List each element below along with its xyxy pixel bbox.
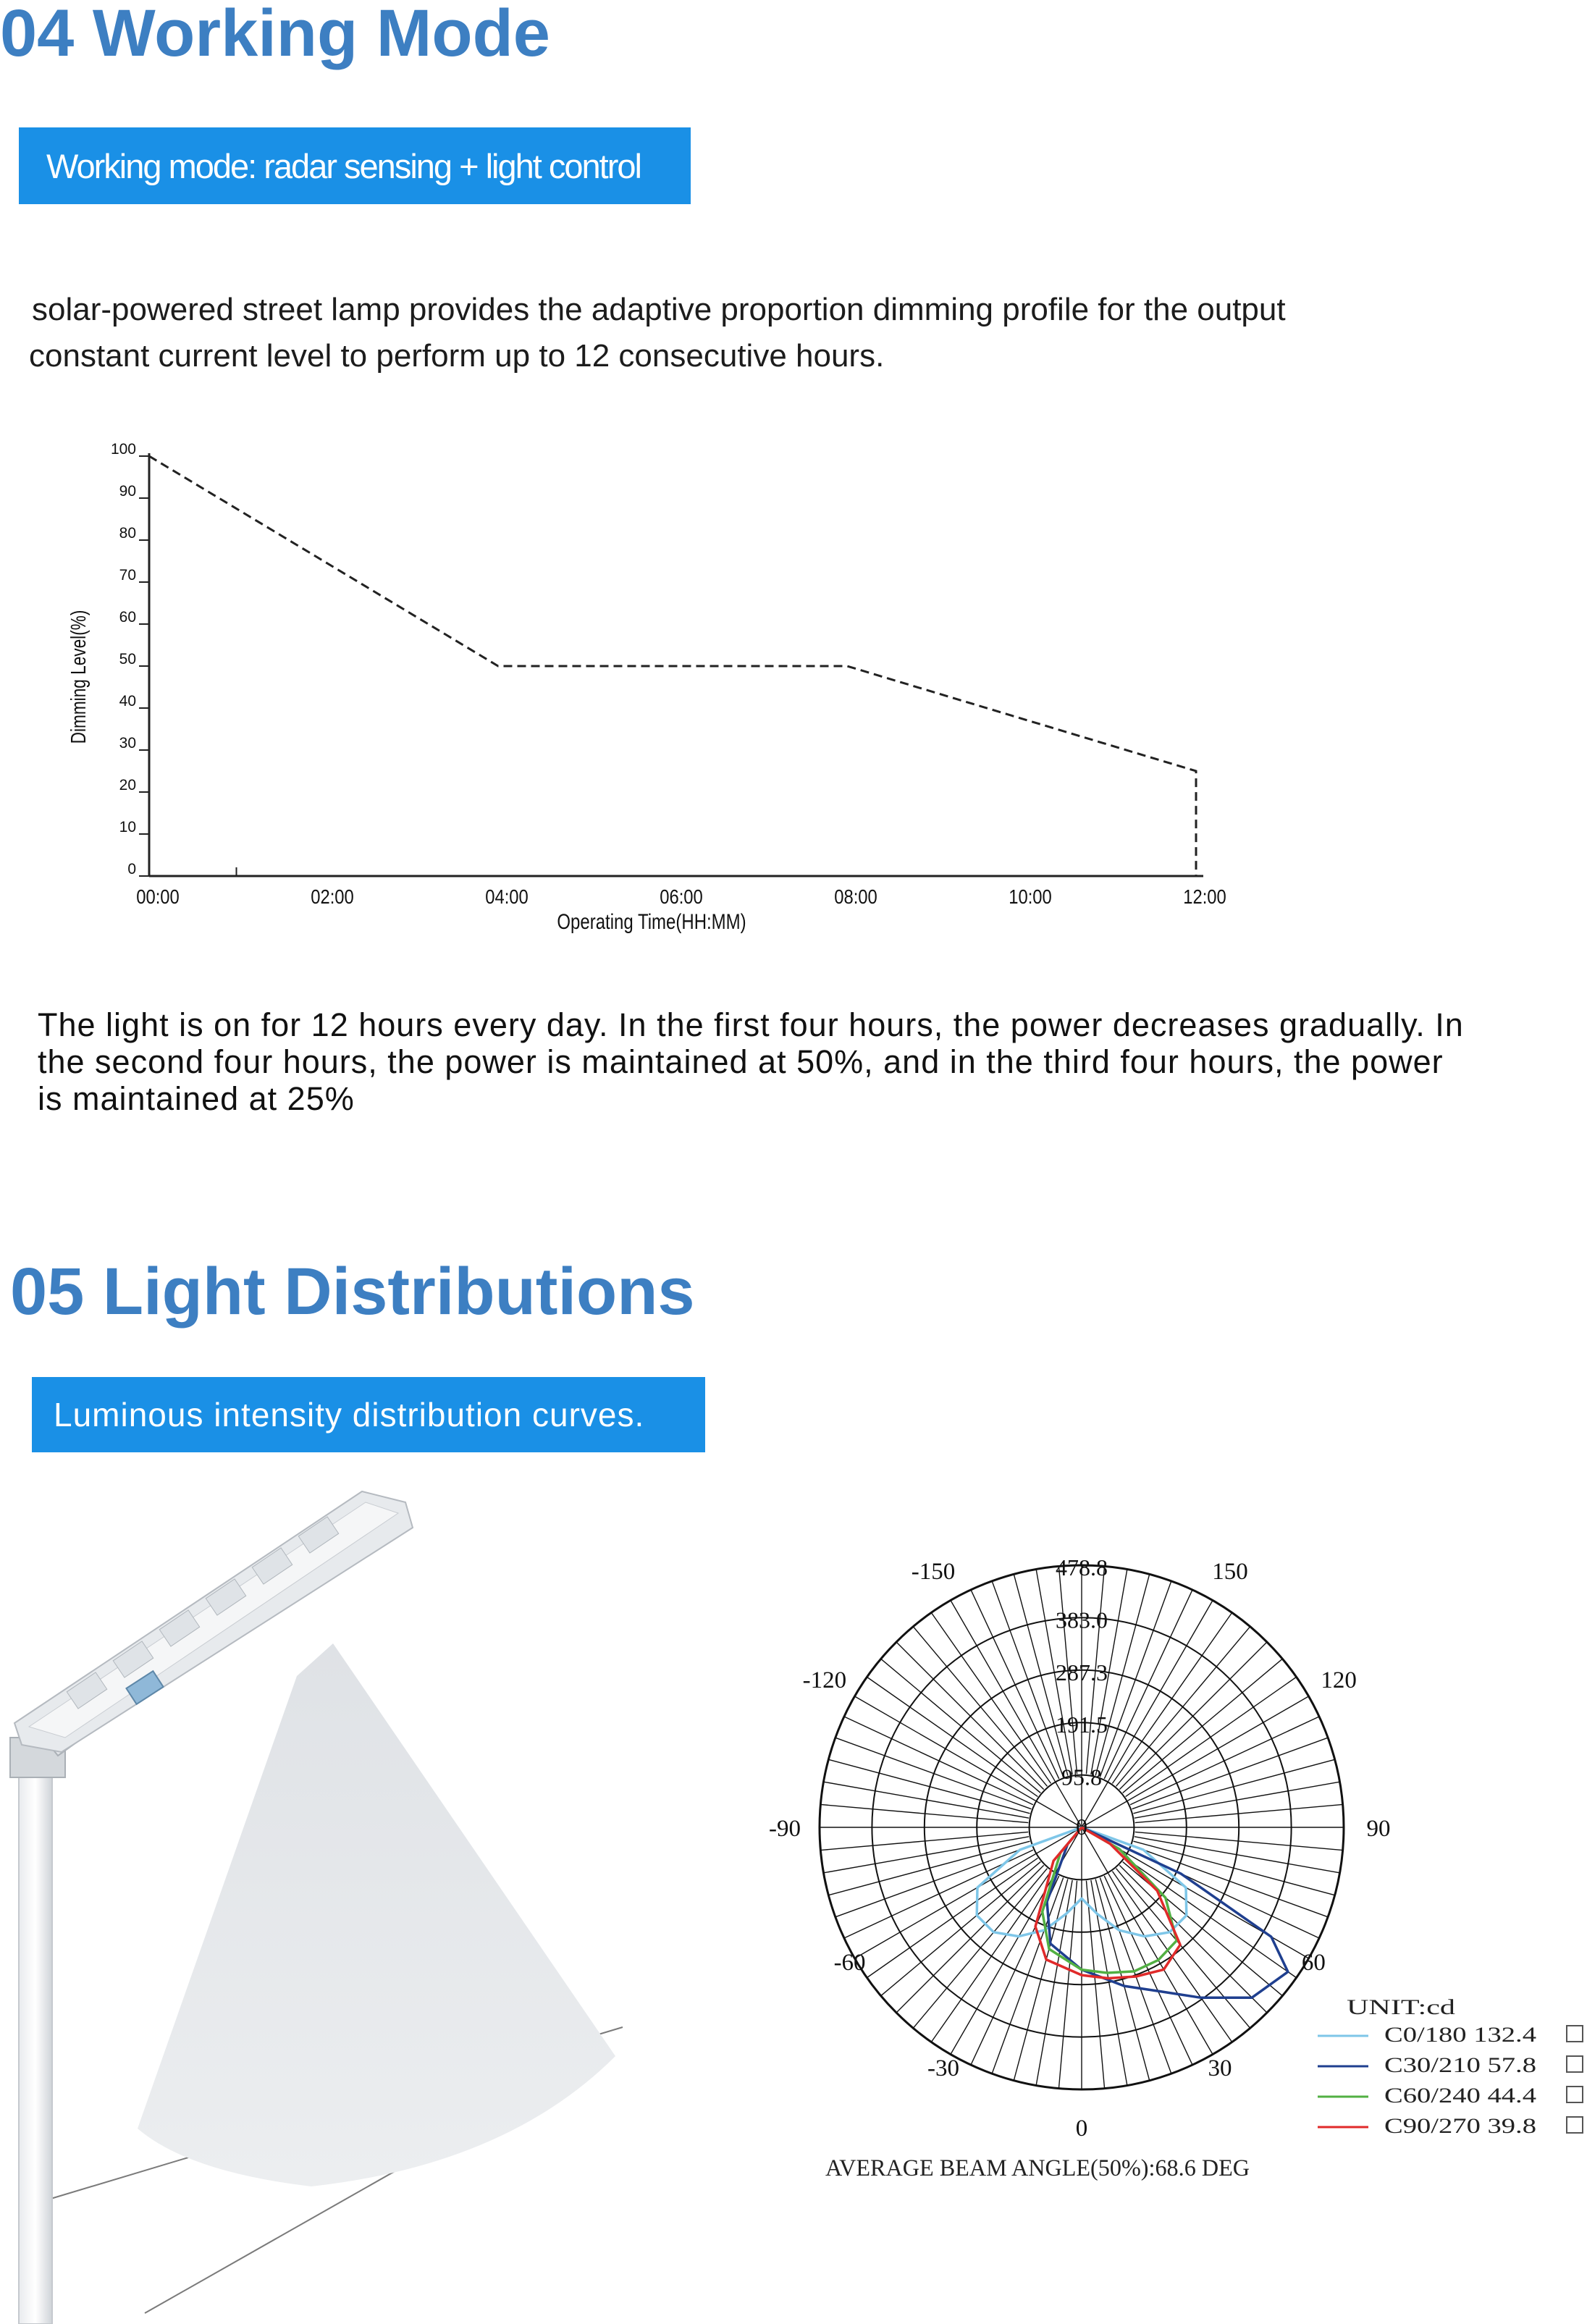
legend-label-4: C90/270 39.8 (1384, 2114, 1536, 2138)
polar-radial-label: 478.8 (1056, 1554, 1108, 1580)
polar-spoke (844, 1717, 1033, 1805)
summary-line-1: The light is on for 12 hours every day. In the first four hours, the power decreases gradually. In (38, 1006, 1464, 1043)
polar-angle-label: 120 (1321, 1667, 1357, 1693)
working-mode-banner (19, 127, 691, 204)
dimming-chart-y-tick-label: 40 (119, 693, 136, 710)
summary-paragraph (38, 1006, 1573, 1117)
polar-spoke (1108, 1600, 1213, 1780)
polar-spoke (1133, 1759, 1334, 1814)
polar-spoke (913, 1627, 1047, 1787)
polar-angle-label: 60 (1301, 1950, 1326, 1976)
polar-spoke (1128, 1854, 1308, 1958)
dimming-chart-x-tick-label: 12:00 (1183, 885, 1226, 909)
polar-spoke (971, 1590, 1059, 1779)
dimming-chart (0, 427, 1274, 948)
polar-spoke-inner (1035, 1801, 1082, 1827)
polar-angle-labels (769, 1559, 1391, 2142)
dimming-chart-y-tick-label: 50 (119, 651, 136, 668)
dimming-chart-y-tick-label: 20 (119, 777, 136, 793)
dimming-chart-x-tick-label: 10:00 (1009, 885, 1052, 909)
section-05-title: 05 Light Distributions (10, 1255, 695, 1329)
polar-spoke (896, 1642, 1044, 1790)
polar-angle-label: -30 (927, 2055, 959, 2081)
polar-spoke (1132, 1845, 1329, 1917)
dimming-chart-y-tick-label: 30 (119, 735, 136, 751)
polar-spoke (1116, 1869, 1250, 2029)
dimming-chart-x-ticks (136, 867, 1226, 908)
legend-label-2: C30/210 57.8 (1384, 2053, 1536, 2077)
polar-radial-label: 191.5 (1056, 1712, 1108, 1738)
polar-spoke (835, 1738, 1032, 1809)
dimming-chart-x-tick-label: 06:00 (660, 885, 703, 909)
polar-spoke (835, 1845, 1032, 1917)
dimming-chart-y-tick-label: 100 (110, 441, 136, 458)
dimming-chart-axes (149, 453, 1203, 876)
polar-angle-label: 30 (1208, 2055, 1232, 2081)
polar-angle-label: -120 (802, 1667, 847, 1693)
dimming-chart-series (149, 456, 1196, 876)
polar-spoke (881, 1862, 1041, 1996)
polar-spoke (1104, 1590, 1192, 1779)
dimming-chart-y-tick-label: 10 (119, 819, 136, 835)
polar-spoke (823, 1782, 1029, 1818)
polar-spoke (1100, 1581, 1171, 1777)
polar-legend (1318, 1995, 1583, 2138)
polar-angle-label: 150 (1212, 1558, 1248, 1585)
polar-curve-4 (1035, 1827, 1180, 1979)
section-04-title: 04 Working Mode (0, 0, 550, 70)
polar-spoke (1119, 1865, 1267, 2013)
dimming-chart-y-tick-label: 0 (127, 861, 136, 877)
description-paragraph (29, 287, 1552, 379)
legend-label-1: C0/180 132.4 (1384, 2023, 1536, 2047)
working-mode-banner-text: Working mode: radar sensing + light control (46, 146, 641, 185)
polar-radial-label: 383.0 (1056, 1607, 1108, 1633)
polar-spoke (992, 1581, 1064, 1777)
dimming-chart-y-tick-label: 80 (119, 525, 136, 542)
polar-spoke (881, 1659, 1041, 1793)
polar-spoke (854, 1854, 1035, 1958)
polar-spoke (1135, 1782, 1340, 1818)
polar-spoke-inner (1082, 1801, 1128, 1827)
polar-radial-label: 287.3 (1056, 1659, 1108, 1685)
dimming-series-line-1 (149, 456, 1196, 876)
dimming-chart-x-axis-label: Operating Time(HH:MM) (557, 909, 746, 934)
light-beam (138, 1643, 615, 2186)
legend-unit-label: UNIT:cd (1347, 1995, 1455, 2019)
polar-spoke (828, 1759, 1030, 1814)
polar-spoke (992, 1878, 1064, 2074)
polar-angle-label: 90 (1366, 1816, 1391, 1842)
dimming-chart-y-axis-label: Dimming Level(%) (66, 610, 90, 744)
dimming-chart-y-tick-label: 60 (119, 609, 136, 626)
polar-spoke (1104, 1876, 1192, 2065)
description-line-2: constant current level to perform up to 12 consecutive hours. (29, 338, 885, 374)
polar-angle-label: -150 (911, 1558, 956, 1585)
polar-spoke (854, 1696, 1035, 1801)
polar-angle-label: -60 (833, 1950, 866, 1976)
summary-line-2: the second four hours, the power is maintained at 50%, and in the third four hours, the power (38, 1043, 1444, 1080)
polar-spoke (1123, 1659, 1283, 1793)
description-line-1: solar-powered street lamp provides the adaptive proportion dimming profile for the output (32, 292, 1286, 327)
polar-angle-label: -90 (769, 1816, 801, 1842)
dimming-chart-y-ticks (111, 441, 149, 877)
polar-angle-label: 0 (1075, 2115, 1088, 2142)
polar-spoke (1095, 1879, 1150, 2080)
dimming-chart-x-tick-label: 04:00 (485, 885, 529, 909)
light-distribution-banner (32, 1377, 705, 1452)
polar-spoke (951, 1600, 1055, 1780)
polar-intensity-chart (738, 1513, 1587, 2208)
legend-checkbox-3 (1567, 2087, 1583, 2102)
polar-spoke (1116, 1627, 1250, 1787)
lamp-pole (19, 1752, 52, 2324)
polar-spoke (1119, 1642, 1267, 1790)
polar-spoke (823, 1837, 1029, 1873)
polar-series (977, 1827, 1288, 1997)
dimming-chart-x-tick-label: 00:00 (136, 885, 180, 909)
light-distribution-banner-text: Luminous intensity distribution curves. (54, 1396, 645, 1433)
polar-spoke (1132, 1738, 1329, 1809)
polar-spoke (896, 1865, 1044, 2013)
polar-spoke (1091, 1880, 1127, 2086)
polar-center-label: 0 (1076, 1814, 1087, 1840)
dimming-chart-x-tick-label: 08:00 (834, 885, 877, 909)
summary-line-3: is maintained at 25% (38, 1080, 355, 1117)
dimming-chart-y-tick-label: 70 (119, 567, 136, 584)
polar-radial-label: 95.8 (1061, 1764, 1102, 1790)
dimming-chart-y-tick-label: 90 (119, 483, 136, 500)
ground-line (145, 2161, 413, 2313)
legend-checkbox-1 (1567, 2026, 1583, 2042)
beam-angle-caption: AVERAGE BEAM ANGLE(50%):68.6 DEG (825, 2155, 1250, 2181)
legend-label-3: C60/240 44.4 (1384, 2084, 1536, 2108)
dimming-chart-x-tick-label: 02:00 (311, 885, 354, 909)
legend-checkbox-2 (1567, 2056, 1583, 2072)
polar-spoke (1130, 1717, 1319, 1805)
polar-spoke (951, 1874, 1055, 2054)
polar-spoke (913, 1869, 1047, 2029)
polar-spoke (1128, 1696, 1308, 1801)
street-lamp-illustration (0, 1477, 652, 2324)
legend-checkbox-4 (1567, 2117, 1583, 2133)
